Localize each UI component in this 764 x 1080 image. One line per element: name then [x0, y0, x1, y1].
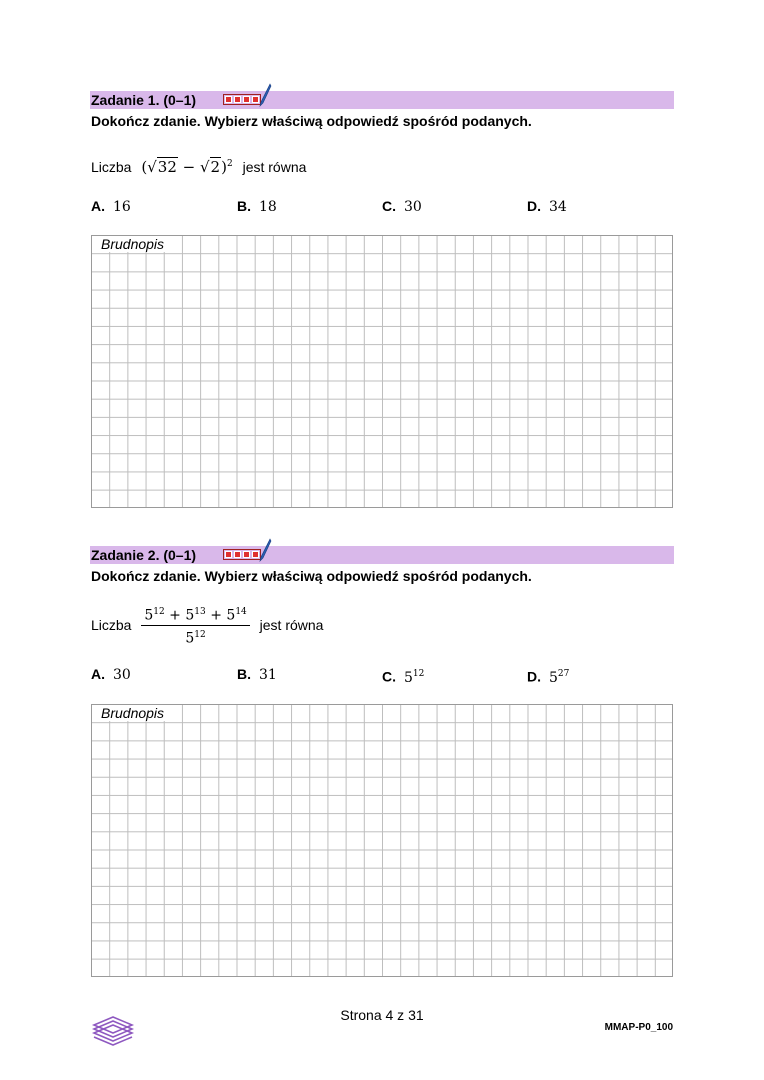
task1-exp: 2	[226, 159, 233, 169]
task1-scratch-label: Brudnopis	[101, 236, 165, 252]
task2-denominator: $5^{12}$	[185, 629, 206, 647]
task1-scratch-grid[interactable]	[91, 235, 673, 508]
task1-rad1: 32	[157, 158, 177, 176]
task2-header	[90, 546, 674, 564]
page-number: Strona 4 z 31	[340, 1007, 424, 1023]
task1-answer-d[interactable]: D. 34	[527, 198, 567, 215]
task1-answer-b[interactable]: B. 18	[237, 198, 277, 215]
task2-scratch-label: Brudnopis	[101, 705, 165, 721]
task2-instruction: Dokończ zdanie. Wybierz właściwą odpowiedź spośród podanych.	[91, 568, 532, 584]
task1-answer-a[interactable]: A. 16	[91, 198, 131, 215]
task1-question	[91, 156, 306, 175]
task2-answer-c[interactable]: C. $5^{12}$	[382, 668, 425, 686]
task2-question-prefix: Liczba	[91, 617, 132, 634]
task2-fraction	[141, 604, 249, 646]
task1-answer-c[interactable]: C. 30	[382, 198, 422, 215]
task1-question-suffix: jest równa	[242, 159, 307, 175]
task2-question-suffix: jest równa	[259, 617, 324, 634]
task2-scratch-grid[interactable]	[91, 704, 673, 977]
task2-question	[91, 604, 323, 646]
task1-expression: $(√32 - √2)^2$	[141, 158, 233, 176]
pen-icon	[258, 83, 272, 107]
task1-instruction: Dokończ zdanie. Wybierz właściwą odpowiedź spośród podanych.	[91, 113, 532, 129]
task1-header	[90, 91, 674, 109]
task1-rad2: 2	[210, 158, 221, 176]
task2-answer-a[interactable]: A. 30	[91, 666, 131, 683]
score-boxes-icon	[223, 94, 261, 105]
exam-code: MMAP-P0_100	[604, 1022, 673, 1033]
score-boxes-icon	[223, 549, 261, 560]
task2-answer-b[interactable]: B. 31	[237, 666, 277, 683]
task2-numerator: $5^{12} + 5^{13} + 5^{14}$	[141, 604, 249, 626]
task1-question-prefix: Liczba	[91, 159, 132, 175]
pen-icon	[258, 538, 272, 562]
task2-title: Zadanie 2. (0–1)	[91, 547, 197, 563]
task1-title: Zadanie 1. (0–1)	[91, 92, 197, 108]
task2-answer-d[interactable]: D. $5^{27}$	[527, 668, 570, 686]
